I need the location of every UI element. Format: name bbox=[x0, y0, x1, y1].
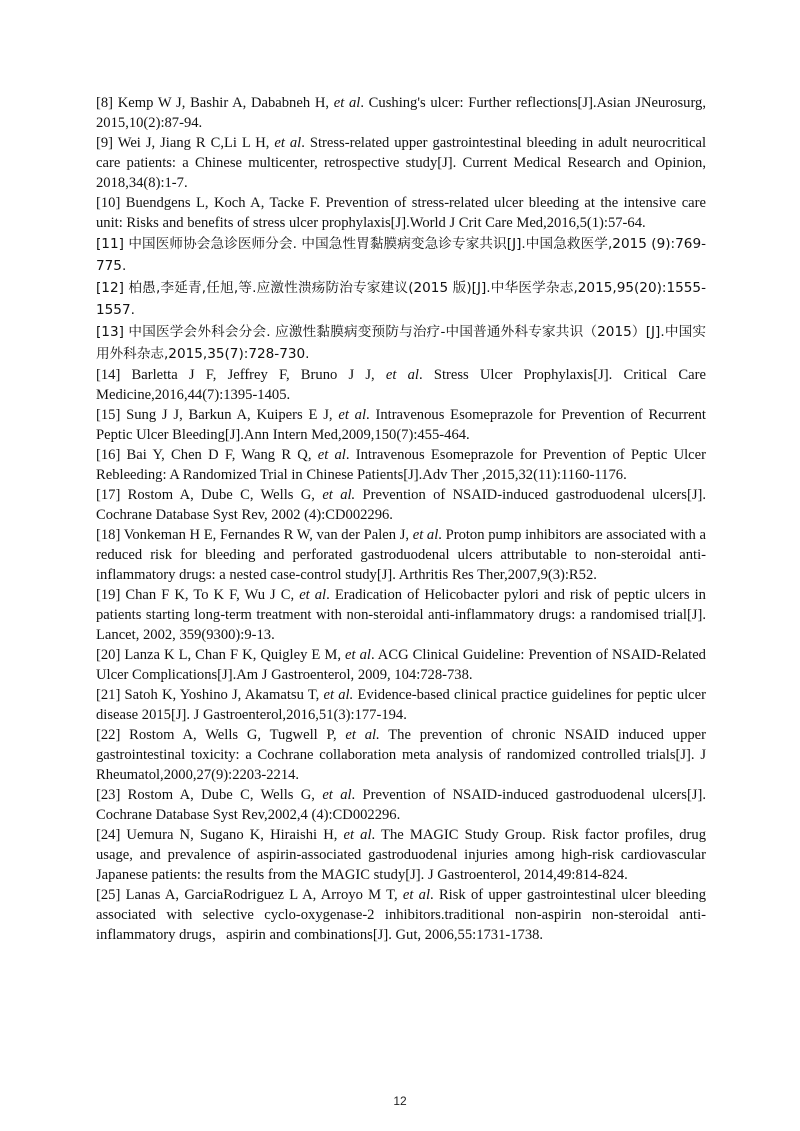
reference-item bbox=[96, 885, 706, 945]
reference-text: [24] Uemura N, Sugano K, Hiraishi H, bbox=[96, 827, 344, 843]
reference-text: . Stress-related upper gastrointestinal bleeding in adult neurocritical care patients: a Chinese multicenter, retrospective study[J]. Current Medical Research and Opinion, 2018,34(8):1-7. bbox=[96, 135, 706, 191]
reference-et-al: et al. bbox=[323, 687, 354, 703]
reference-item bbox=[96, 725, 706, 785]
reference-et-al: et al bbox=[338, 407, 367, 423]
reference-item bbox=[96, 685, 706, 725]
reference-text: [10] Buendgens L, Koch A, Tacke F. Prevention of stress-related ulcer bleeding at the intensive care unit: Risks and benefits of stress ulcer prophylaxis[J].World J Crit Care Med,2016,5(1):57-64. bbox=[96, 195, 706, 231]
reference-item bbox=[96, 277, 706, 321]
reference-item bbox=[96, 233, 706, 277]
reference-et-al: et al bbox=[317, 447, 346, 463]
reference-text: [11] 中国医师协会急诊医师分会. 中国急性胃黏膜病变急诊专家共识[J].中国急救医学,2015 (9):769-775. bbox=[96, 236, 706, 274]
reference-text: Prevention of NSAID-induced gastroduodenal ulcers[J]. Cochrane Database Syst Rev, 2002 (4):CD002296. bbox=[96, 487, 707, 523]
reference-item bbox=[96, 585, 706, 645]
reference-text: [19] Chan F K, To K F, Wu J C, bbox=[96, 587, 300, 603]
reference-et-al: et al bbox=[299, 587, 327, 603]
reference-item bbox=[96, 445, 706, 485]
reference-text: Evidence-based clinical practice guidelines for peptic ulcer disease 2015[J]. J Gastroenterol,2016,51(3):177-194. bbox=[96, 687, 706, 723]
reference-text: . Intravenous Esomeprazole for Prevention of Peptic Ulcer Rebleeding: A Randomized Trial in Chinese Patients[J].Adv Ther ,2015,32(11):1160-1176. bbox=[96, 447, 706, 483]
reference-et-al: et al. bbox=[322, 487, 356, 503]
reference-text: [22] Rostom A, Wells G, Tugwell P, bbox=[96, 727, 346, 743]
reference-et-al: et al bbox=[345, 647, 371, 663]
reference-text: . Proton pump inhibitors are associated with a reduced risk for bleeding and perforated gastroduodenal ulcers attributable to non-steroidal anti-inflammatory drugs: a nested case-control study[J]. Arthritis Res Ther,2007,9(3):R52. bbox=[96, 527, 706, 583]
reference-et-al: et al bbox=[343, 827, 372, 843]
page-number: 12 bbox=[393, 1094, 407, 1108]
reference-text: . Stress Ulcer Prophylaxis[J]. Critical Care Medicine,2016,44(7):1395-1405. bbox=[96, 367, 706, 403]
reference-text: . ACG Clinical Guideline: Prevention of NSAID-Related Ulcer Complications[J].Am J Gastroenterol, 2009, 104:728-738. bbox=[96, 647, 706, 683]
reference-et-al: et al bbox=[412, 527, 439, 543]
reference-item bbox=[96, 485, 706, 525]
reference-item bbox=[96, 645, 706, 685]
reference-item bbox=[96, 321, 706, 365]
reference-text: . The MAGIC Study Group. Risk factor profiles, drug usage, and prevalence of aspirin-associated gastroduodenal injuries among high-risk cardiovascular Japanese patients: the results from the MAGIC study[J]. J Gastroenterol, 2014,49:814-824. bbox=[96, 827, 706, 883]
reference-text: [8] Kemp W J, Bashir A, Dababneh H, bbox=[96, 95, 334, 111]
reference-list bbox=[96, 93, 706, 945]
reference-text: [15] Sung J J, Barkun A, Kuipers E J, bbox=[96, 407, 339, 423]
reference-text: [20] Lanza K L, Chan F K, Quigley E M, bbox=[96, 647, 346, 663]
reference-text: The prevention of chronic NSAID induced upper gastrointestinal toxicity: a Cochrane collaboration meta analysis of randomized controlled trials[J]. J Rheumatol,2000,27(9):2203-2214. bbox=[96, 727, 706, 783]
reference-text: [18] Vonkeman H E, Fernandes R W, van der Palen J, bbox=[96, 527, 413, 543]
reference-text: . Intravenous Esomeprazole for Prevention of Recurrent Peptic Ulcer Bleeding[J].Ann Intern Med,2009,150(7):455-464. bbox=[96, 407, 706, 443]
reference-text: [16] Bai Y, Chen D F, Wang R Q, bbox=[96, 447, 318, 463]
reference-item bbox=[96, 825, 706, 885]
reference-item bbox=[96, 785, 706, 825]
reference-et-al: et al bbox=[333, 95, 361, 111]
reference-item bbox=[96, 93, 706, 133]
reference-text: [12] 柏愚,李延青,任旭,等.应激性溃疡防治专家建议(2015 版)[J].中华医学杂志,2015,95(20):1555-1557. bbox=[96, 280, 706, 318]
reference-et-al: et al bbox=[274, 135, 302, 151]
reference-item bbox=[96, 193, 706, 233]
reference-item bbox=[96, 365, 706, 405]
reference-item bbox=[96, 525, 706, 585]
reference-text: . Prevention of NSAID-induced gastroduodenal ulcers[J]. Cochrane Database Syst Rev,2002,4 (4):CD002296. bbox=[96, 787, 706, 823]
reference-text: [14] Barletta J F, Jeffrey F, Bruno J J, bbox=[96, 367, 386, 383]
reference-item bbox=[96, 133, 706, 193]
reference-text: [9] Wei J, Jiang R C,Li L H, bbox=[96, 135, 275, 151]
reference-et-al: et al bbox=[402, 887, 431, 903]
reference-text: [23] Rostom A, Dube C, Wells G, bbox=[96, 787, 323, 803]
reference-et-al: et al. bbox=[345, 727, 380, 743]
reference-et-al: et al bbox=[322, 787, 352, 803]
reference-text: [21] Satoh K, Yoshino J, Akamatsu T, bbox=[96, 687, 324, 703]
reference-text: . Cushing's ulcer: Further reflections[J].Asian JNeurosurg, 2015,10(2):87-94. bbox=[96, 95, 706, 131]
reference-item bbox=[96, 405, 706, 445]
reference-text: . Eradication of Helicobacter pylori and risk of peptic ulcers in patients starting long-term treatment with non-steroidal anti-inflammatory drugs: a randomised trial[J]. Lancet, 2002, 359(9300):9-13. bbox=[96, 587, 706, 643]
reference-et-al: et al bbox=[385, 367, 419, 383]
reference-text: [25] Lanas A, GarciaRodriguez L A, Arroyo M T, bbox=[96, 887, 403, 903]
reference-text: [13] 中国医学会外科会分会. 应激性黏膜病变预防与治疗-中国普通外科专家共识（2015）[J].中国实用外科杂志,2015,35(7):728-730. bbox=[96, 324, 706, 362]
reference-text: . Risk of upper gastrointestinal ulcer bleeding associated with selective cyclo-oxygenase-2 inhibitors.traditional non-aspirin non-steroidal anti-inflammatory drugs，aspirin and combinations[J]. Gut, 2006,55:1731-1738. bbox=[96, 887, 706, 943]
reference-text: [17] Rostom A, Dube C, Wells G, bbox=[96, 487, 323, 503]
